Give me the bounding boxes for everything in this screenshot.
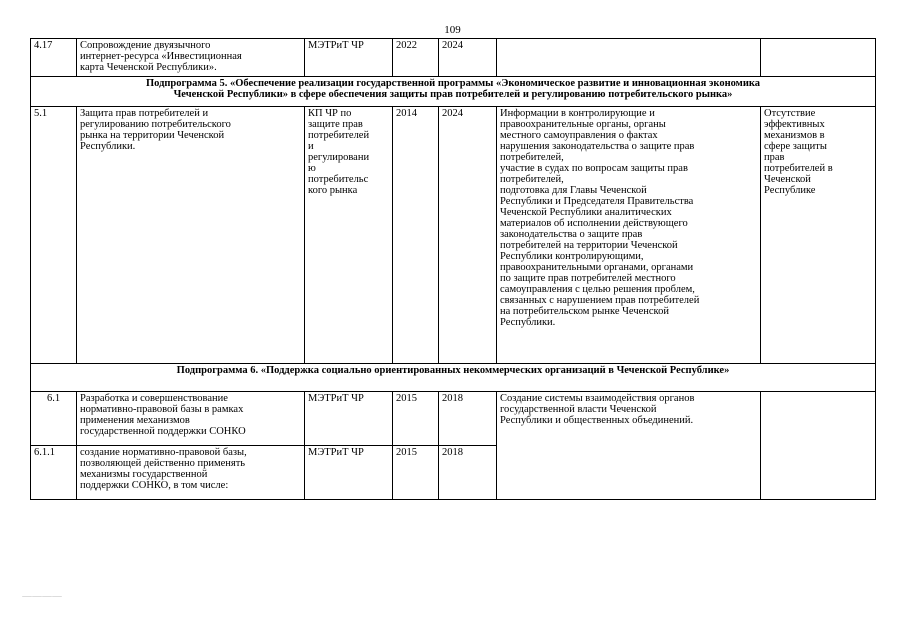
row-number: 6.1 [31, 392, 77, 446]
activity-name: Разработка и совершенствование нормативно-правовой базы в рамках применения механизмов государственной поддержки СОНКО [77, 392, 305, 446]
activity-name: создание нормативно-правовой базы, позволяющей действенно применять механизмы государственной поддержки СОНКО, в том числе: [77, 446, 305, 500]
end-year: 2018 [439, 446, 497, 500]
end-year: 2018 [439, 392, 497, 446]
subprogram-6-title: Подпрограмма 6. «Поддержка социально ориентированных некоммерческих организаций в Чеченской Республике» [31, 364, 876, 392]
expected-result: Информации в контролирующие и правоохранительные органы, органы местного самоуправления о фактах нарушения законодательства о защите прав потребителей, участие в судах по вопросам защиты прав потребителей, подготовка для Главы Чеченской Республики и Председателя Правительства Чеченской Республики аналитических материалов об исполнении действующего законодательства о защите прав потребителей на территории Чеченской Республики контролирующими, правоохранительными органами, органами по защите прав потребителей местного самоуправления с целью решения проблем, связанных с нарушением прав потребителей на потребительском рынке Чеченской Республики. [497, 107, 761, 364]
executor: МЭТРиТ ЧР [305, 446, 393, 500]
page-number: 109 [444, 24, 461, 36]
subprogram-5-header-row [31, 77, 876, 107]
start-year: 2014 [393, 107, 439, 364]
consequence [761, 39, 876, 77]
row-number: 6.1.1 [31, 446, 77, 500]
consequence [761, 392, 876, 500]
expected-result: Создание системы взаимодействия органов государственной власти Чеченской Республики и общественных объединений. [497, 392, 761, 500]
executor: КП ЧР по защите прав потребителей и регулировани ю потребительс кого рынка [305, 107, 393, 364]
executor: МЭТРиТ ЧР [305, 392, 393, 446]
expected-result [497, 39, 761, 77]
consequence: Отсутствие эффективных механизмов в сфере защиты прав потребителей в Чеченской Республике [761, 107, 876, 364]
start-year: 2015 [393, 446, 439, 500]
subprogram-6-header-row [31, 364, 876, 392]
end-year: 2024 [439, 107, 497, 364]
start-year: 2022 [393, 39, 439, 77]
program-activities-table [30, 38, 876, 500]
row-number: 4.17 [31, 39, 77, 77]
start-year: 2015 [393, 392, 439, 446]
end-year: 2024 [439, 39, 497, 77]
table-row-5-1 [31, 107, 876, 364]
table-row-4-17 [31, 39, 876, 77]
table-row-6-1 [31, 392, 876, 446]
footer-file-path: ⸻⸻⸻⸻ [22, 594, 62, 599]
executor: МЭТРиТ ЧР [305, 39, 393, 77]
subprogram-5-title: Подпрограмма 5. «Обеспечение реализации государственной программы «Экономическое развитие и инновационная экономика Чеченской Республики» в сфере обеспечения защиты прав потребителей и регулированию потребительского рынка» [31, 77, 876, 107]
activity-name: Защита прав потребителей и регулированию потребительского рынка на территории Чеченской Республики. [77, 107, 305, 364]
activity-name: Сопровождение двуязычного интернет-ресурса «Инвестиционная карта Чеченской Республики». [77, 39, 305, 77]
row-number: 5.1 [31, 107, 77, 364]
